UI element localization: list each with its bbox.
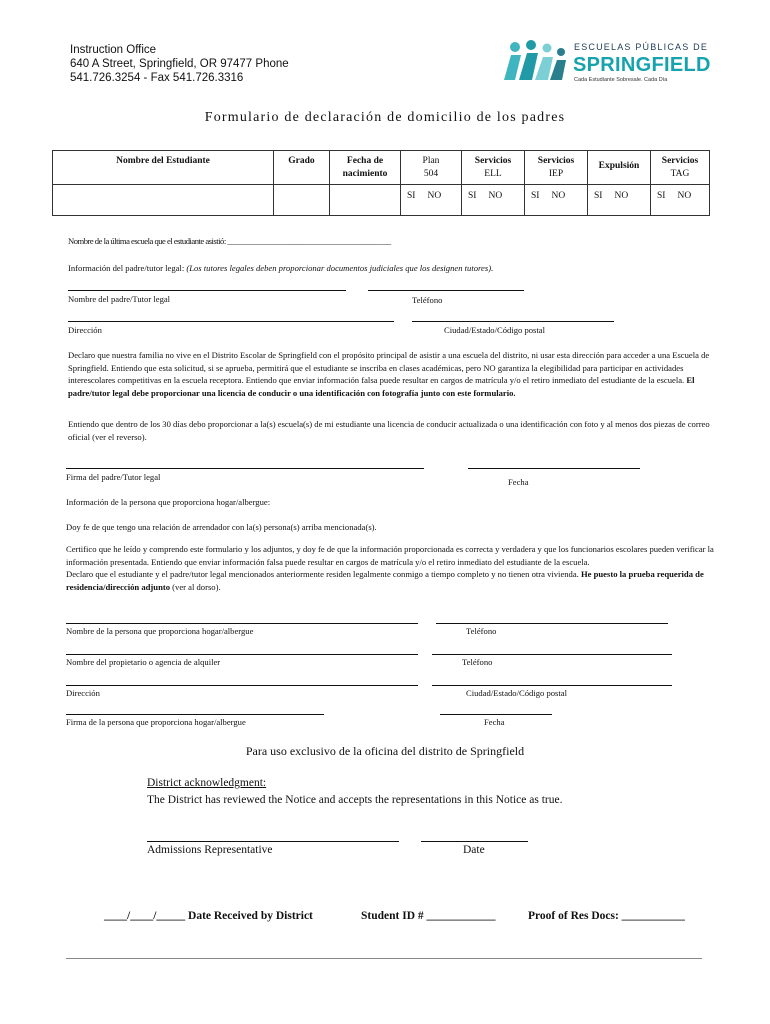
header-expulsion: Expulsión — [588, 151, 651, 185]
header-plan-504: Plan 504 — [401, 151, 462, 185]
form-title: Formulario de declaración de domicilio de los padres — [204, 110, 566, 125]
owner-name-line[interactable] — [66, 654, 418, 655]
host-name-label: Nombre de la persona que proporciona hogar/albergue — [66, 626, 254, 636]
host-phone-label: Teléfono — [466, 626, 497, 636]
date-received-field[interactable]: ____/____/_____ Date Received by District — [104, 910, 313, 922]
ack-title: District acknowledgment: — [147, 777, 267, 789]
guardian-city-line[interactable] — [412, 321, 614, 322]
cell-plan-504-yes-no[interactable]: SI NO — [401, 185, 462, 216]
header-iep: Servicios IEP — [525, 151, 588, 185]
footer-divider — [66, 958, 702, 959]
cell-tag-yes-no[interactable]: SI NO — [651, 185, 710, 216]
owner-phone-label: Teléfono — [462, 657, 493, 667]
guardian-info-heading: Información del padre/tutor legal: (Los tutores legales deben proporcionar documentos judiciales que los designen tutores). — [68, 263, 494, 273]
logo-main-text: SPRINGFIELD — [573, 54, 711, 76]
owner-phone-line[interactable] — [432, 654, 672, 655]
proof-docs-field[interactable]: Proof of Res Docs: ___________ — [528, 910, 685, 922]
cell-expulsion-yes-no[interactable]: SI NO — [588, 185, 651, 216]
host-signature-date-label: Fecha — [484, 717, 505, 727]
address-line-3: 541.726.3254 - Fax 541.726.3316 — [70, 72, 244, 84]
declaration-paragraph: Declaro que nuestra familia no vive en el Distrito Escolar de Springfield con el propósito principal de asistir a una escuela del distrito, ni usar esta dirección para acceder a una Escuela de Springfield. Entiendo que esta solicitud, si se aprueba, permitirá que el estudiante se inscriba en clases académicas, pero NO garantiza la elegibilidad para participar en actividades interescolares competitivas en la escuela receptora. Entiendo que enviar información falsa puede resultar en cargos de matrícula y/o el retiro inmediato del estudiante de la escuela. El padre/tutor legal debe proporcionar una licencia de conducir o una identificación con fotografía junto con este formulario. — [68, 350, 710, 398]
office-use-heading: Para uso exclusivo de la oficina del distrito de Springfield — [245, 744, 525, 758]
cell-ell-yes-no[interactable]: SI NO — [462, 185, 525, 216]
host-city-line[interactable] — [432, 685, 672, 686]
guardian-signature-label: Firma del padre/Tutor legal — [66, 472, 161, 482]
guardian-name-line[interactable] — [68, 290, 346, 291]
rep-date-label: Date — [463, 844, 485, 856]
guardian-address-label: Dirección — [68, 325, 102, 335]
rep-signature-line[interactable] — [147, 841, 399, 842]
certification-paragraph: Certifico que he leído y comprendo este formulario y los adjuntos, y doy fe de que la información proporcionada es correcta y verdadera y que los funcionarios escolares pueden verificar la información presentada. Entiendo que enviar información falsa puede resultar en cargos de matrícula y/o el retiro inmediato del estudiante de la escuela. Declaro que el estudiante y el padre/tutor legal mencionados anteriormente residen legalmente conmigo a tiempo completo y no tienen otra vivienda. He puesto la prueba requerida de residencia/dirección adjunto (ver al dorso). — [66, 544, 714, 592]
header-dob: Fecha de nacimiento — [330, 151, 401, 185]
host-signature-date-line[interactable] — [440, 714, 552, 715]
guardian-signature-date-line[interactable] — [468, 468, 640, 469]
cell-iep-yes-no[interactable]: SI NO — [525, 185, 588, 216]
guardian-address-line[interactable] — [68, 321, 394, 322]
cell-dob[interactable] — [330, 185, 401, 216]
header-grade: Grado — [274, 151, 330, 185]
host-signature-label: Firma de la persona que proporciona hogar/albergue — [66, 717, 246, 727]
header-ell: Servicios ELL — [462, 151, 525, 185]
host-city-label: Ciudad/Estado/Código postal — [466, 688, 567, 698]
host-signature-line[interactable] — [66, 714, 324, 715]
springfield-logo — [498, 40, 711, 86]
address-line-1: Instruction Office — [70, 44, 157, 56]
cell-student-name[interactable] — [53, 185, 274, 216]
guardian-city-label: Ciudad/Estado/Código postal — [444, 325, 545, 335]
district-acknowledgment — [147, 775, 562, 809]
cell-grade[interactable] — [274, 185, 330, 216]
student-id-field[interactable]: Student ID # ____________ — [361, 910, 496, 922]
student-table — [52, 150, 710, 216]
people-logo-icon — [498, 40, 570, 84]
logo-top-text: ESCUELAS PÚBLICAS DE — [574, 42, 709, 52]
guardian-name-label: Nombre del padre/Tutor legal — [68, 294, 171, 304]
guardian-phone-line[interactable] — [368, 290, 524, 291]
header-student-name: Nombre del Estudiante — [53, 151, 274, 185]
host-info-heading: Información de la persona que proporciona hogar/albergue: — [66, 497, 271, 507]
rep-date-line[interactable] — [421, 841, 528, 842]
host-address-label: Dirección — [66, 688, 100, 698]
landlord-attestation: Doy fe de que tengo una relación de arrendador con la(s) persona(s) arriba mencionada(s). — [66, 522, 377, 532]
guardian-signature-date-label: Fecha — [508, 477, 529, 487]
address-line-2: 640 A Street, Springfield, OR 97477 Phone — [70, 58, 289, 70]
last-school-field[interactable]: Nombre de la última escuela que el estudiante asistió: ___________________________________________ — [68, 236, 391, 246]
office-address — [70, 43, 289, 85]
header-tag: Servicios TAG — [651, 151, 710, 185]
logo-tagline: Cada Estudiante Sobresale. Cada Día — [574, 77, 668, 83]
thirty-days-paragraph: Entiendo que dentro de los 30 días debo proporcionar a la(s) escuela(s) de mi estudiante una licencia de conducir actualizada o una identificación con foto y al menos dos piezas de correo oficial (ver el reverso). — [68, 419, 710, 442]
guardian-phone-label: Teléfono — [412, 295, 443, 305]
guardian-signature-line[interactable] — [66, 468, 424, 469]
owner-name-label: Nombre del propietario o agencia de alquiler — [66, 657, 221, 667]
host-phone-line[interactable] — [436, 623, 668, 624]
ack-text: The District has reviewed the Notice and accepts the representations in this Notice as true. — [147, 794, 563, 806]
host-address-line[interactable] — [66, 685, 418, 686]
host-name-line[interactable] — [66, 623, 418, 624]
rep-label: Admissions Representative — [147, 844, 273, 856]
